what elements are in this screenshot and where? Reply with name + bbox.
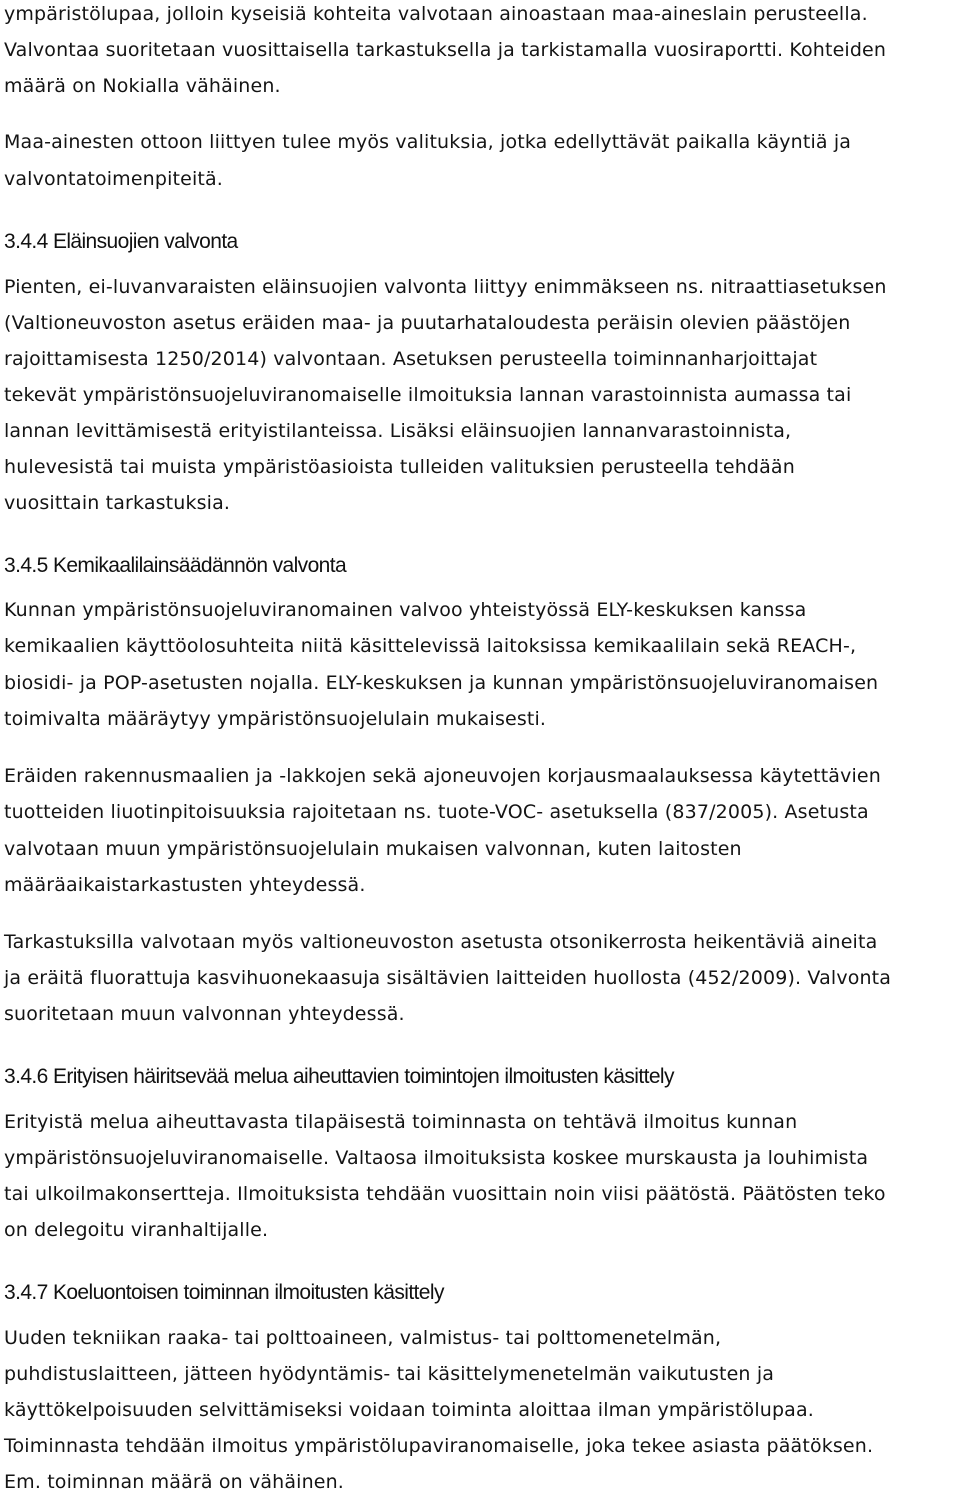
text-line: toimivalta määräytyy ympäristönsuojelulain mukaisesti. bbox=[4, 708, 547, 730]
text-line: Tarkastuksilla valvotaan myös valtioneuvoston asetusta otsonikerrosta heikentäviä aineita bbox=[4, 931, 878, 953]
text-line: valvotaan muun ympäristönsuojelulain mukaisen valvonnan, kuten laitosten bbox=[4, 838, 742, 860]
text-line: määrä on Nokialla vähäinen. bbox=[4, 75, 281, 97]
text-line: puhdistuslaitteen, jätteen hyödyntämis- tai käsittelymenetelmän vaikutusten ja bbox=[4, 1363, 775, 1385]
text-line: valvontatoimenpiteitä. bbox=[4, 168, 223, 190]
text-line: ympäristönsuojeluviranomaiselle. Valtaosa ilmoituksista koskee murskausta ja louhimista bbox=[4, 1147, 869, 1169]
text-line: lannan levittämisestä erityistilanteissa. Lisäksi eläinsuojien lannanvarastoinnista, bbox=[4, 420, 792, 442]
section-heading-3-4-7: 3.4.7 Koeluontoisen toiminnan ilmoitusten käsittely bbox=[4, 1281, 444, 1304]
text-line: kemikaalien käyttöolosuhteita niitä käsittelevissä laitoksissa kemikaalilain sekä REACH-, bbox=[4, 635, 857, 657]
text-line: Toiminnasta tehdään ilmoitus ympäristölupaviranomaiselle, joka tekee asiasta päätöksen. bbox=[4, 1435, 874, 1457]
text-line: Uuden tekniikan raaka- tai polttoaineen, valmistus- tai polttomenetelmän, bbox=[4, 1327, 722, 1349]
text-line: rajoittamisesta 1250/2014) valvontaan. Asetuksen perusteella toiminnanharjoittajat bbox=[4, 348, 818, 370]
section-heading-3-4-5: 3.4.5 Kemikaalilainsäädännön valvonta bbox=[4, 554, 347, 577]
text-line: Kunnan ympäristönsuojeluviranomainen valvoo yhteistyössä ELY-keskuksen kanssa bbox=[4, 599, 807, 621]
text-line: ja eräitä fluorattuja kasvihuonekaasuja sisältävien laitteiden huollosta (452/2009). Valvonta bbox=[4, 967, 892, 989]
text-line: käyttökelpoisuuden selvittämiseksi voidaan toiminta aloittaa ilman ympäristölupaa. bbox=[4, 1399, 814, 1421]
section-heading-3-4-6: 3.4.6 Erityisen häiritsevää melua aiheuttavien toimintojen ilmoitusten käsittely bbox=[4, 1065, 674, 1088]
text-line: Erityistä melua aiheuttavasta tilapäisestä toiminnasta on tehtävä ilmoitus kunnan bbox=[4, 1111, 798, 1133]
text-line: on delegoitu viranhaltijalle. bbox=[4, 1219, 269, 1241]
section-heading-3-4-4: 3.4.4 Eläinsuojien valvonta bbox=[4, 230, 238, 253]
text-line: Maa-ainesten ottoon liittyen tulee myös valituksia, jotka edellyttävät paikalla käyntiä ja bbox=[4, 131, 852, 153]
text-line: Pienten, ei-luvanvaraisten eläinsuojien valvonta liittyy enimmäkseen ns. nitraattiasetuksen bbox=[4, 276, 887, 298]
text-line: hulevesistä tai muista ympäristöasioista tulleiden valituksien perusteella tehdään bbox=[4, 456, 795, 478]
text-line: Eräiden rakennusmaalien ja -lakkojen sekä ajoneuvojen korjausmaalauksessa käytettävien bbox=[4, 765, 881, 787]
text-line: tai ulkoilmakonsertteja. Ilmoituksista tehdään vuosittain noin viisi päätöstä. Päätösten teko bbox=[4, 1183, 886, 1205]
text-line: Valvontaa suoritetaan vuosittaisella tarkastuksella ja tarkistamalla vuosiraportti. Kohteiden bbox=[4, 39, 887, 61]
text-line: (Valtioneuvoston asetus eräiden maa- ja puutarhataloudesta peräisin olevien päästöjen bbox=[4, 312, 851, 334]
text-line: biosidi- ja POP-asetusten nojalla. ELY-keskuksen ja kunnan ympäristönsuojeluviranomaisen bbox=[4, 672, 879, 694]
text-line: tuotteiden liuotinpitoisuuksia rajoitetaan ns. tuote-VOC- asetuksella (837/2005). Asetusta bbox=[4, 801, 869, 823]
text-line: määräaikaistarkastusten yhteydessä. bbox=[4, 874, 366, 896]
text-line: ympäristölupaa, jolloin kyseisiä kohteita valvotaan ainoastaan maa-aineslain perusteella. bbox=[4, 3, 868, 25]
text-line: Em. toiminnan määrä on vähäinen. bbox=[4, 1471, 344, 1493]
text-line: vuosittain tarkastuksia. bbox=[4, 492, 231, 514]
text-line: suoritetaan muun valvonnan yhteydessä. bbox=[4, 1003, 405, 1025]
text-line: tekevät ympäristönsuojeluviranomaiselle ilmoituksia lannan varastoinnista aumassa tai bbox=[4, 384, 852, 406]
